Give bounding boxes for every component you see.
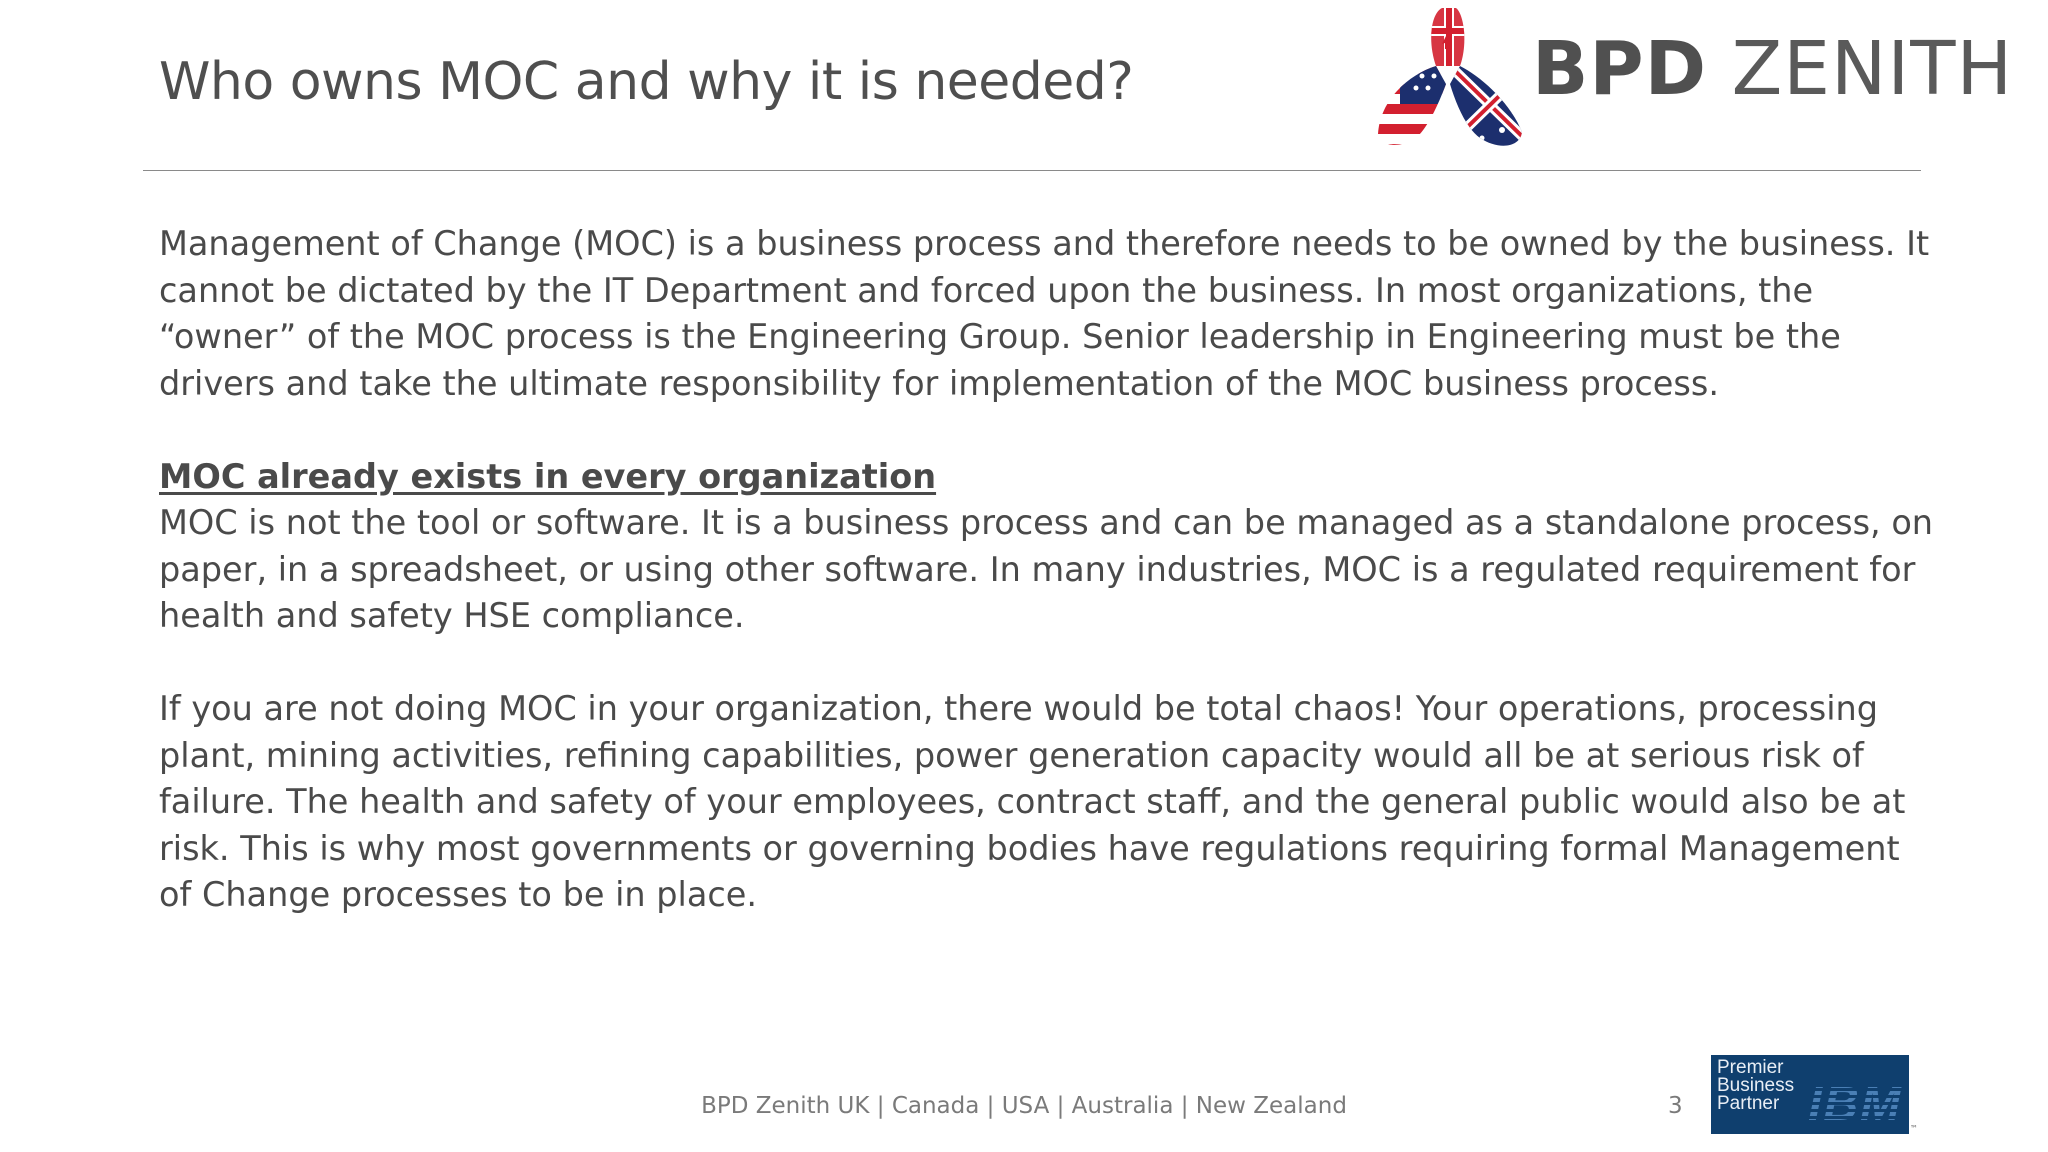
bpd-zenith-flag-mark-icon: [1370, 4, 1530, 152]
section-heading: MOC already exists in every organization: [159, 456, 937, 496]
partner-text: [1717, 1059, 1794, 1113]
title-divider: [143, 170, 1921, 171]
footer-locations: BPD Zenith UK | Canada | USA | Australia | New Zealand: [701, 1093, 1347, 1119]
paragraph-moc-exists: MOC is not the tool or software. It is a business process and can be managed as a standalone process, on paper, in a spreadsheet, or using other software. In many industries, MOC is a regulated requirement for health and safety HSE compliance.: [159, 503, 1934, 635]
slide-title: Who owns MOC and why it is needed?: [159, 52, 1134, 112]
bpd-zenith-logo: [1370, 4, 2014, 152]
brand-name-bold: BPD: [1532, 26, 1708, 112]
partner-line-1: Premier: [1717, 1057, 1784, 1078]
partner-line-3: Partner: [1717, 1093, 1780, 1114]
paragraph-ownership: Management of Change (MOC) is a business process and therefore needs to be owned by the business. It cannot be dictated by the IT Department and forced upon the business. In most organizations, the “owner” of the MOC process is the Engineering Group. Senior leadership in Engineering must be the drivers and take the ultimate responsibility for implementation of the MOC business process.: [159, 224, 1930, 403]
partner-line-2: Business: [1717, 1075, 1795, 1096]
page-number: 3: [1668, 1093, 1683, 1119]
trademark-mark: ™: [1910, 1124, 1918, 1133]
paragraph-chaos: If you are not doing MOC in your organization, there would be total chaos! Your operations, processing plant, mining activities, refining capabilities, power generation capacity would all be at serious risk of failure. The health and safety of your employees, contract staff, and the general public would also be at risk. This is why most governments or governing bodies have regulations requiring formal Management of Change processes to be in place.: [159, 689, 1906, 914]
section-moc-exists: [159, 454, 1939, 640]
brand-wordmark: [1532, 26, 2014, 112]
brand-name-light: ZENITH: [1731, 26, 2014, 112]
ibm-premier-business-partner-badge: [1711, 1055, 1909, 1134]
slide-content: [159, 221, 1939, 965]
ibm-logo-icon: IBM: [1803, 1078, 1909, 1131]
